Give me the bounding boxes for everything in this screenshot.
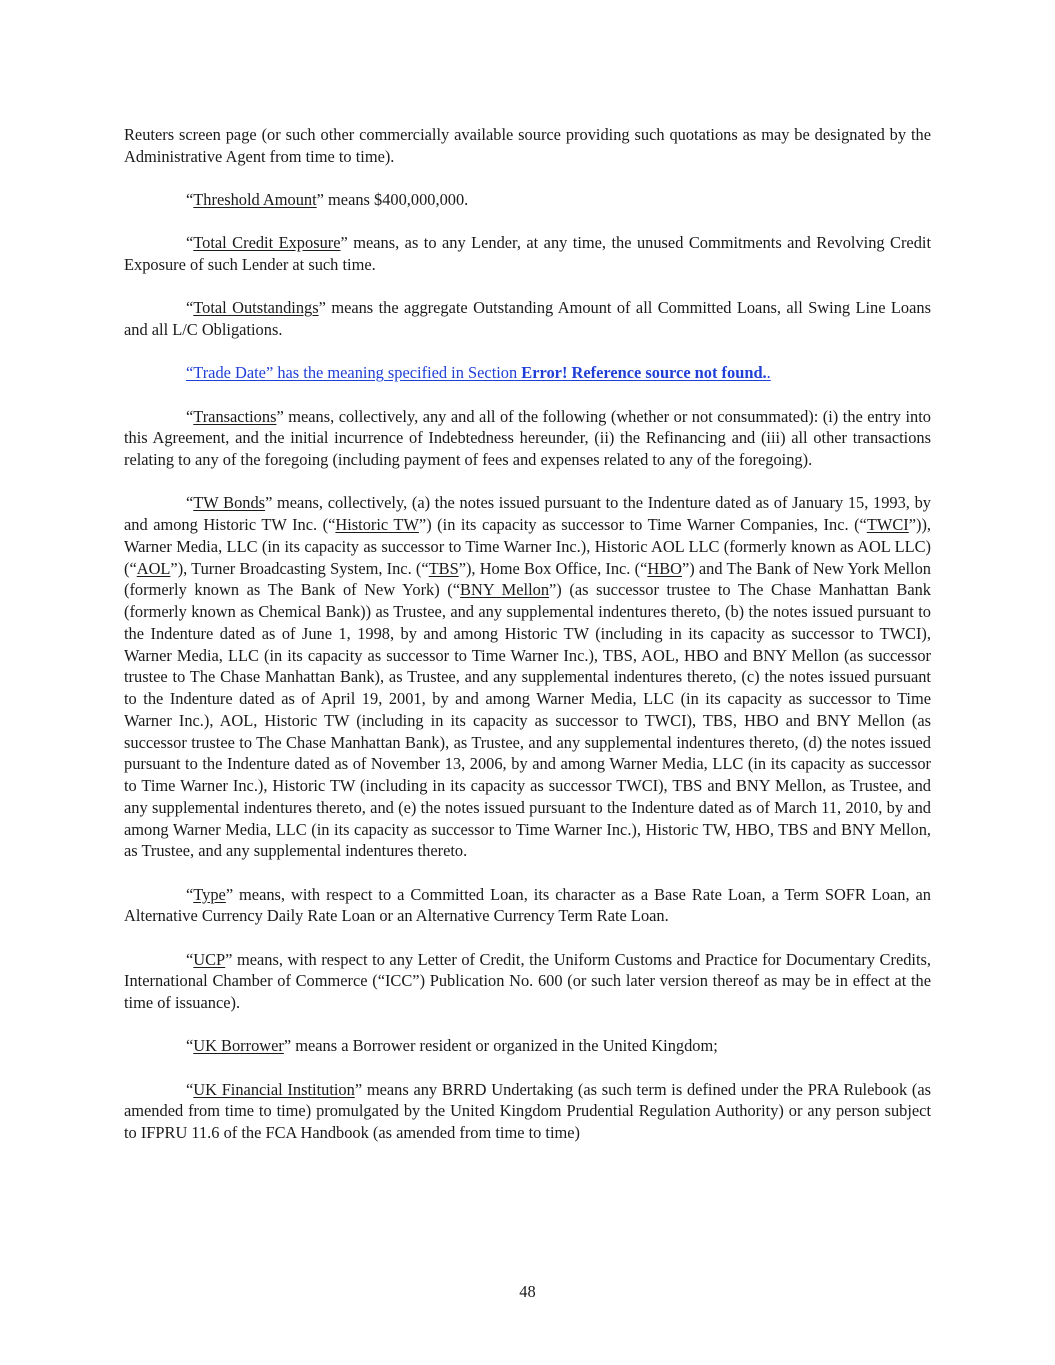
- definition-trade-date[interactable]: [124, 362, 931, 384]
- definition-body: ” means, as to any Lender, at any time, the unused Commitments and Revolving Credit Exposure of such Lender at such time.: [124, 233, 932, 274]
- defined-term: Total Credit Exposure: [193, 233, 341, 253]
- defined-term-hbo: HBO: [647, 558, 682, 578]
- open-quote: “: [186, 493, 194, 513]
- definition-tw-bonds: [124, 492, 931, 862]
- defined-term: Total Outstandings: [193, 298, 319, 318]
- definition-body: ”), Home Box Office, Inc. (“: [458, 558, 648, 578]
- definition-body: ” means any BRRD Undertaking (as such term is defined under the PRA Rulebook (as amended from time to time) promulgated by the United Kingdom Prudential Regulation Authority) or any person subject to IFPRU 11.6 of the FCA Handbook (as amended from time to time): [124, 1079, 931, 1142]
- open-quote: “: [186, 949, 194, 969]
- trade-date-link[interactable]: [186, 363, 771, 382]
- definition-body: ” means $400,000,000.: [316, 190, 469, 209]
- defined-term: TW Bonds: [193, 493, 266, 513]
- definition-type: [124, 884, 931, 928]
- open-quote: “: [186, 233, 194, 253]
- definition-threshold-amount: [124, 189, 931, 211]
- defined-term-historic-tw: Historic TW: [335, 515, 419, 534]
- definition-body: ”), Turner Broadcasting System, Inc. (“: [170, 558, 429, 578]
- open-quote: “: [186, 884, 194, 904]
- open-quote: “: [186, 1079, 194, 1099]
- definition-total-credit-exposure: [124, 232, 931, 276]
- trade-date-suffix: .: [766, 363, 771, 383]
- paragraph-continuation: Reuters screen page (or such other commercially available source providing such quotations as may be designated by the Administrative Agent from time to time).: [124, 125, 931, 166]
- defined-term-aol: AOL: [136, 558, 171, 578]
- open-quote: “: [186, 406, 194, 426]
- definition-body: ” means, collectively, any and all of the following (whether or not consummated): (i) the entry into this Agreement, and the initial incurrence of Indebtedness hereunder, (ii) the Refinancing and (iii) all other transactions relating to any of the foregoing (including payment of fees and expenses related to any of the foregoing).: [124, 406, 931, 469]
- open-quote: “: [186, 1036, 194, 1056]
- definition-body: ” means, with respect to a Committed Loan, its character as a Base Rate Loan, a Term SOFR Loan, an Alternative Currency Daily Rate Loan or an Alternative Currency Term Rate Loan.: [124, 884, 931, 926]
- defined-term: UK Financial Institution: [193, 1079, 355, 1099]
- defined-term: Type: [193, 884, 226, 904]
- definition-ucp: [124, 949, 931, 1014]
- definition-body: ”) (as successor trustee to The Chase Manhattan Bank (formerly known as Chemical Bank)) as Trustee, and any supplemental indentures thereto, (b) the notes issued pursuant to the Indenture dated as of June 1, 1998, by and among Historic TW (including in its capacity as successor to TWCI), Warner Media, LLC (in its capacity as successor to Time Warner Inc.), TBS, AOL, HBO and BNY Mellon (as successor trustee to The Chase Manhattan Bank), as Trustee, and any supplemental indentures thereto, (c) the notes issued pursuant to the Indenture dated as of April 19, 2001, by and among Warner Media, LLC (in its capacity as successor to Time Warner Inc.), AOL, Historic TW (including in its capacity as successor to TWCI), TBS, HBO and BNY Mellon (as successor trustee to The Chase Manhattan Bank), as Trustee, and any supplemental indentures thereto, (d) the notes issued pursuant to the Indenture dated as of November 13, 2006, by and among Warner Media, LLC (in its capacity as successor to Time Warner Inc.), Historic TW (including in its capacity as successor TWCI), TBS and BNY Mellon, as Trustee, and any supplemental indentures thereto, and (e) the notes issued pursuant to the Indenture dated as of March 11, 2010, by and among Warner Media, LLC (in its capacity as successor to Time Warner Inc.), Historic TW, HBO, TBS and BNY Mellon, as Trustee, and any supplemental indentures thereto.: [124, 580, 931, 861]
- definition-total-outstandings: [124, 297, 931, 341]
- definition-body: ” means, collectively, (a) the notes issued pursuant to the Indenture dated as of January 15, 1993, by and among Historic TW Inc. (“: [124, 493, 931, 534]
- defined-term-bny-mellon: BNY Mellon: [460, 580, 550, 600]
- definition-transactions: [124, 406, 931, 471]
- definition-uk-financial-institution: [124, 1079, 931, 1144]
- defined-term: UK Borrower: [193, 1036, 284, 1056]
- definition-body: ” means a Borrower resident or organized in the United Kingdom;: [283, 1036, 718, 1056]
- defined-term: Transactions: [193, 406, 277, 426]
- open-quote: “: [186, 298, 194, 318]
- open-quote: “: [186, 190, 194, 209]
- definition-body: ”) and The Bank of New York Mellon (formerly known as The Bank of New York) (“: [124, 558, 931, 600]
- reference-error: Error! Reference source not found.: [521, 363, 767, 383]
- definition-uk-borrower: [124, 1035, 931, 1057]
- definition-body: ”)), Warner Media, LLC (in its capacity as successor to Time Warner Inc.), Historic AOL LLC (formerly known as AOL LLC) (“: [124, 515, 932, 578]
- trade-date-text: “Trade Date” has the meaning specified in Section: [186, 363, 522, 383]
- page-number: 48: [519, 1282, 536, 1301]
- definition-body: ” means, with respect to any Letter of Credit, the Uniform Customs and Practice for Documentary Credits, International Chamber of Commerce (“ICC”) Publication No. 600 (or such later version thereof as may be in effect at the time of issuance).: [124, 949, 931, 1012]
- definition-body: ” means the aggregate Outstanding Amount of all Committed Loans, all Swing Line Loans and all L/C Obligations.: [124, 298, 931, 339]
- document-page: [124, 124, 931, 1144]
- defined-term: UCP: [193, 949, 226, 969]
- defined-term-twci: TWCI: [866, 515, 909, 534]
- defined-term: Threshold Amount: [193, 190, 317, 209]
- definition-body: ”) (in its capacity as successor to Time Warner Companies, Inc. (“: [418, 515, 867, 534]
- defined-term-tbs: TBS: [428, 558, 459, 578]
